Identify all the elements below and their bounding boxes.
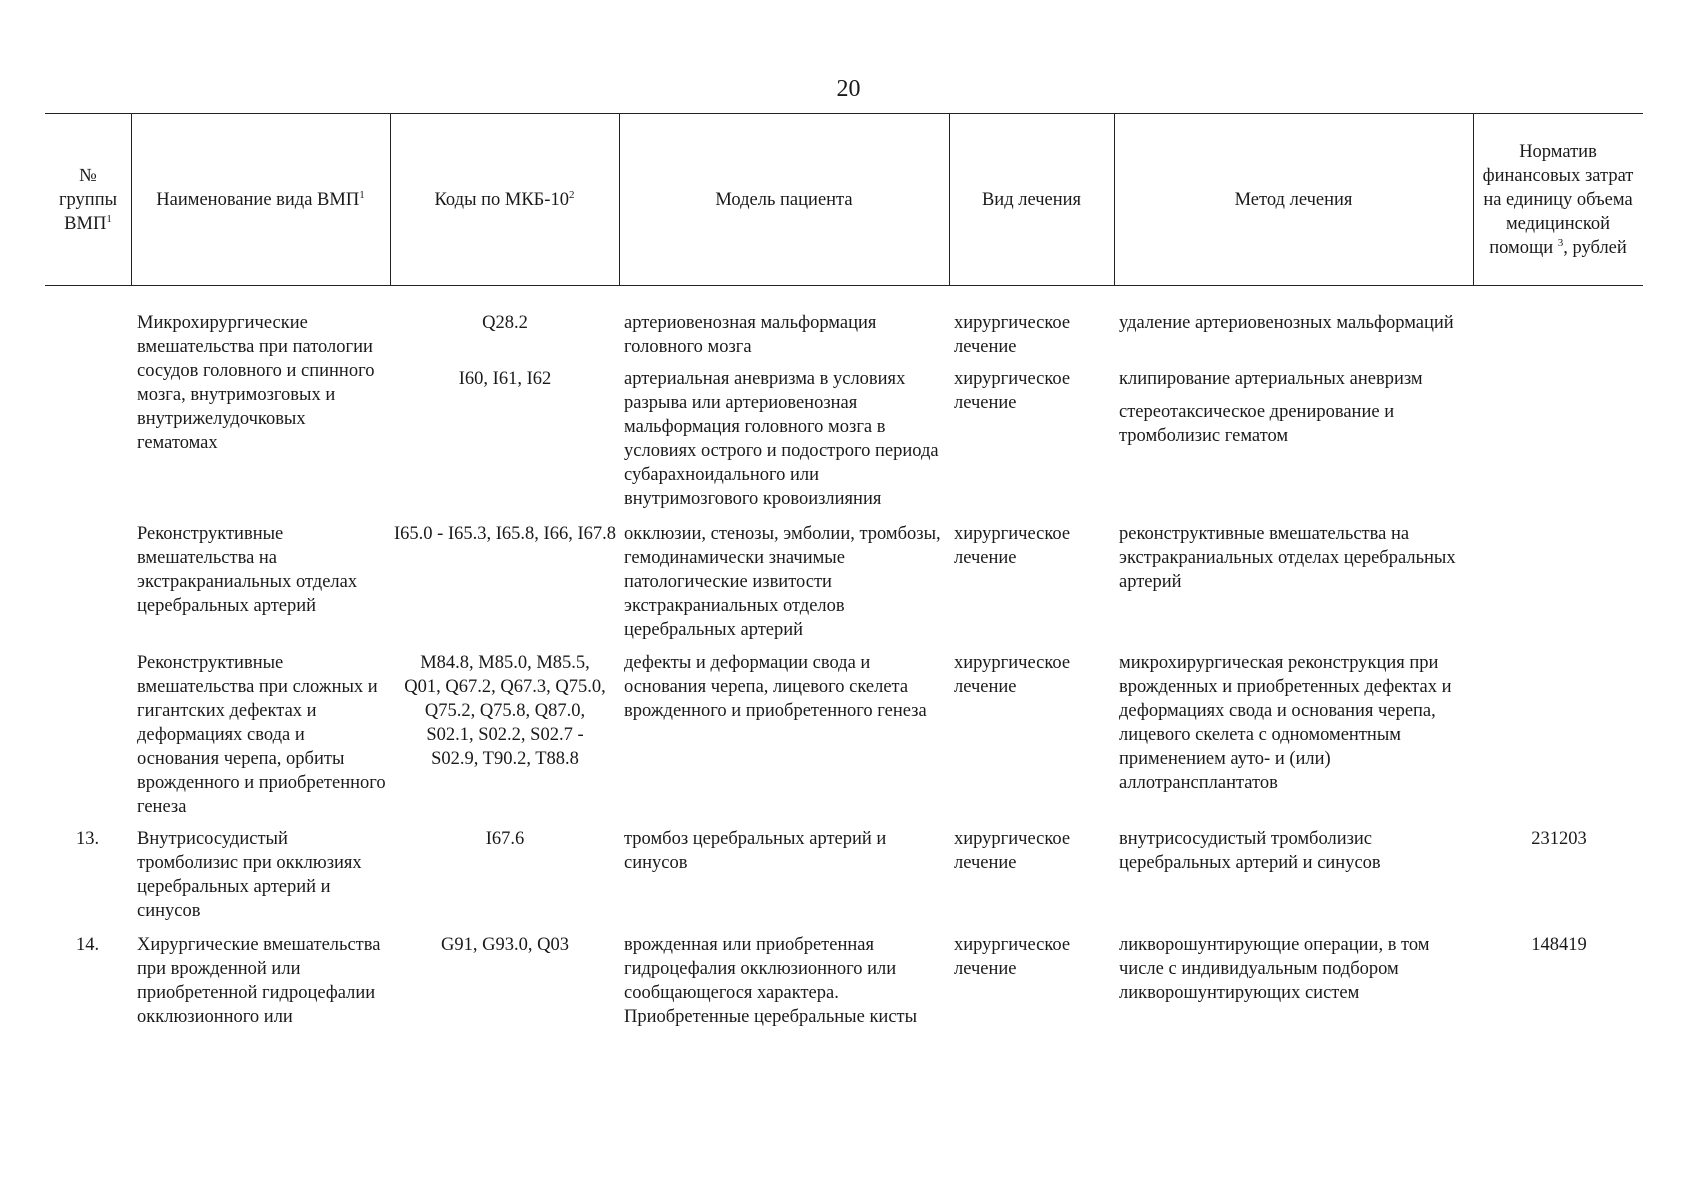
cost-norm-cell: 148419: [1531, 935, 1587, 955]
treatment-type-cell: хирургическое лечение: [954, 829, 1071, 873]
treatment-method-cell: стереотаксическое дренирование и тромболизис гематом: [1119, 402, 1395, 446]
cost-norm-cell: 231203: [1531, 829, 1587, 849]
header-cost-norm: Норматив финансовых затрат на единицу объема медицинской помощи $^3$, рублей: [1482, 142, 1634, 258]
patient-model-cell: артериальная аневризма в условиях разрыва или артериовенозная мальформация головного мозга в условиях острого и подострого периода субарахноидального или внутримозгового кровоизлияния: [624, 369, 939, 509]
treatment-method-cell: микрохирургическая реконструкция при врожденных и приобретенных дефектах и деформациях свода и основания черепа, лицевого скелета с одномоментным применением ауто- и (или) аллотрансплантатов: [1119, 653, 1452, 793]
header-icd-codes: Коды по МКБ-$10^2$: [434, 188, 575, 210]
header-treatment-type: Вид лечения: [981, 190, 1082, 210]
header-group-no: № группы ВМП$^1$: [58, 166, 118, 234]
treatment-type-cell: хирургическое лечение: [954, 653, 1071, 697]
treatment-method-cell: клипирование артериальных аневризм: [1119, 369, 1423, 389]
treatment-type-cell: хирургическое лечение: [954, 369, 1071, 413]
patient-model-cell: дефекты и деформации свода и основания черепа, лицевого скелета врожденного и приобретенного генеза: [624, 653, 927, 721]
treatment-type-cell: хирургическое лечение: [954, 524, 1071, 568]
vmp-name-cell: Реконструктивные вмешательства на экстракраниальных отделах церебральных артерий: [137, 524, 358, 616]
treatment-method-cell: реконструктивные вмешательства на экстракраниальных отделах церебральных артерий: [1119, 524, 1456, 592]
treatment-type-cell: хирургическое лечение: [954, 313, 1071, 357]
treatment-method-cell: удаление артериовенозных мальформаций: [1119, 313, 1454, 333]
icd-codes-cell: G91, G93.0, Q03: [441, 935, 569, 955]
vmp-name-cell: Внутрисосудистый тромболизис при окклюзиях церебральных артерий и синусов: [137, 829, 362, 921]
treatment-method-cell: внутрисосудистый тромболизис церебральных артерий и синусов: [1119, 829, 1381, 873]
patient-model-cell: врожденная или приобретенная гидроцефалия окклюзионного или сообщающегося характера. Приобретенные церебральные кисты: [624, 935, 918, 1027]
patient-model-cell: тромбоз церебральных артерий и синусов: [624, 829, 887, 873]
treatment-method-cell: ликворошунтирующие операции, в том числе с индивидуальным подбором ликворошунтирующих систем: [1119, 935, 1430, 1003]
vmp-name-cell: Хирургические вмешательства при врожденной или приобретенной гидроцефалии окклюзионного или: [137, 935, 381, 1027]
treatment-type-cell: хирургическое лечение: [954, 935, 1071, 979]
patient-model-cell: окклюзии, стенозы, эмболии, тромбозы, гемодинамически значимые патологические извитости экстракраниальных отделов церебральных артерий: [624, 524, 941, 640]
header-vmp-name: Наименование вида ВМП$^1$: [156, 188, 365, 210]
icd-codes-cell: Q28.2: [482, 313, 528, 333]
header-treatment-method: Метод лечения: [1234, 190, 1353, 210]
patient-model-cell: артериовенозная мальформация головного мозга: [624, 313, 877, 357]
vmp-name-cell: Микрохирургические вмешательства при патологии сосудов головного и спинного мозга, внутримозговых и внутрижелудочковых гематомах: [137, 313, 375, 453]
icd-codes-cell: I60, I61, I62: [458, 369, 552, 389]
icd-codes-cell: I65.0 - I65.3, I65.8, I66, I67.8: [394, 524, 616, 544]
icd-codes-cell: M84.8, M85.0, M85.5, Q01, Q67.2, Q67.3, Q75.0, Q75.2, Q75.8, Q87.0, S02.1, S02.2, S02.7 - S02.9, T90.2, T88.8: [404, 653, 606, 769]
page-number: 20: [836, 76, 861, 102]
group-number-cell: 14.: [76, 935, 100, 955]
group-number-cell: 13.: [76, 829, 100, 849]
header-patient-model: Модель пациента: [715, 190, 853, 210]
vmp-name-cell: Реконструктивные вмешательства при сложных и гигантских дефектах и деформациях свода и основания черепа, орбиты врожденного и приобретенного генеза: [137, 653, 386, 817]
icd-codes-cell: I67.6: [485, 829, 525, 849]
